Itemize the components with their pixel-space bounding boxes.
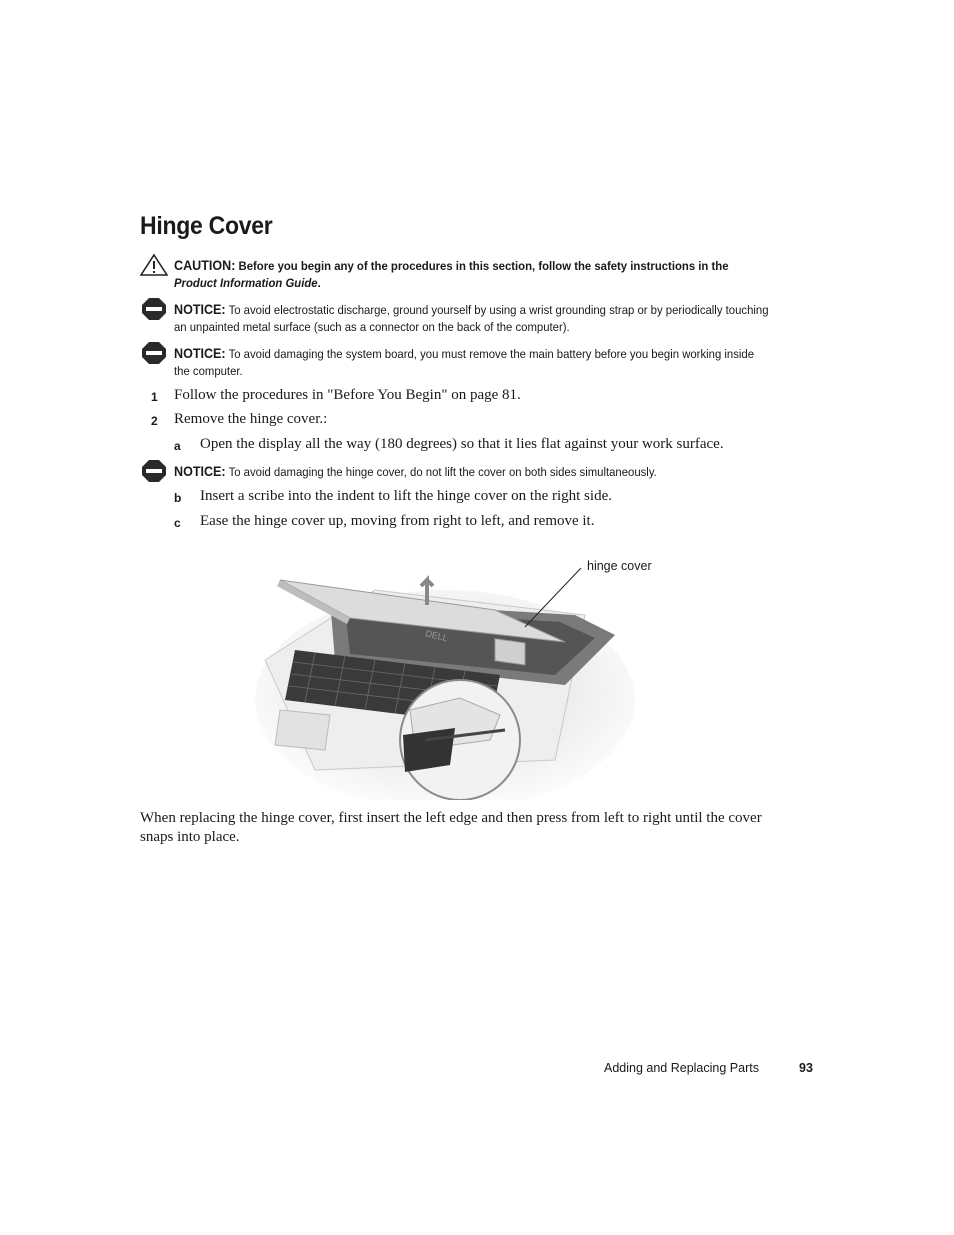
notice-octagon-icon bbox=[140, 297, 168, 321]
notice-label: NOTICE: bbox=[174, 346, 226, 361]
substep-letter: c bbox=[174, 516, 181, 530]
substep-text: Ease the hinge cover up, moving from right to left, and remove it. bbox=[200, 513, 595, 529]
caution-text bbox=[174, 257, 769, 292]
notice-body: To avoid damaging the hinge cover, do not lift the cover on both sides simultaneously. bbox=[228, 465, 657, 479]
substep-text: Open the display all the way (180 degrees) so that it lies flat against your work surface. bbox=[200, 436, 724, 452]
page-title: Hinge Cover bbox=[140, 212, 273, 240]
zoom-keyboard-detail bbox=[403, 728, 455, 772]
footer-section-title: Adding and Replacing Parts bbox=[604, 1061, 759, 1075]
substep-text: Insert a scribe into the indent to lift the hinge cover on the right side. bbox=[200, 488, 612, 504]
step-number: 1 bbox=[151, 390, 158, 404]
step-number: 2 bbox=[151, 414, 158, 428]
notice-octagon-icon bbox=[140, 459, 168, 483]
page-number: 93 bbox=[799, 1061, 813, 1075]
caution-body: Before you begin any of the procedures in this section, follow the safety instructions in the bbox=[238, 259, 729, 273]
substep-letter: a bbox=[174, 439, 181, 453]
caution-end: . bbox=[317, 276, 321, 290]
hinge-cover-illustration bbox=[255, 550, 675, 800]
notice-text-hinge bbox=[174, 463, 769, 481]
figure-callout-label: hinge cover bbox=[587, 559, 652, 573]
substep-letter: b bbox=[174, 491, 182, 505]
notice-octagon-icon bbox=[140, 341, 168, 365]
touchpad bbox=[275, 710, 330, 750]
notice-text-esd bbox=[174, 301, 769, 336]
warning-triangle-icon bbox=[140, 253, 168, 277]
caution-guide-title: Product Information Guide bbox=[174, 276, 318, 290]
closing-paragraph: When replacing the hinge cover, first insert the left edge and then press from left to right until the cover snaps into place. bbox=[140, 810, 762, 845]
step-text: Remove the hinge cover.: bbox=[174, 411, 328, 427]
notice-label: NOTICE: bbox=[174, 302, 226, 317]
notice-body: To avoid electrostatic discharge, ground yourself by using a wrist grounding strap or by periodically touching an unpainted metal surface (such as a connector on the back of the computer). bbox=[174, 303, 769, 334]
step-text: Follow the procedures in "Before You Begin" on page 81. bbox=[174, 387, 521, 403]
notice-body: To avoid damaging the system board, you must remove the main battery before you begin working inside the computer. bbox=[174, 347, 755, 378]
caution-label: CAUTION: bbox=[174, 258, 236, 273]
dell-logo: DELL bbox=[424, 628, 449, 644]
notice-label: NOTICE: bbox=[174, 464, 226, 479]
notice-text-battery bbox=[174, 345, 769, 380]
hinge-cover-tab bbox=[495, 639, 525, 665]
